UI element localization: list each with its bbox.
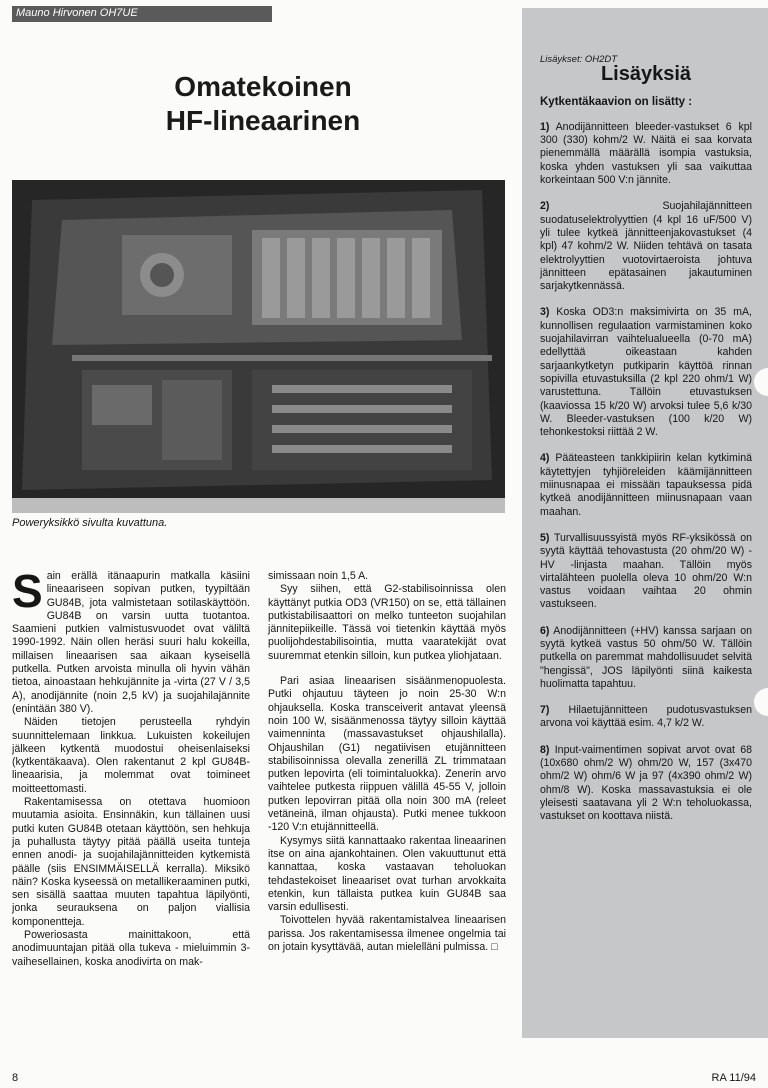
amplifier-photo: [12, 180, 505, 513]
paragraph-3: Rakentamisessa on otettava huomioon muutamia asioita. Ensinnäkin, kun tällainen uusi putki kuten GU84B otetaan käyttöön, sen hehkuja ja puhallusta täytyy pitää päällä useita tunteja ennen anodi- ja suojahilajännitteiden kytkemistä päälle (siis ENSIMMÄISELLÄ kerralla). Miksikö näin? Koska kyseessä on metallikeraaminen putki, sen sisällä saattaa muuten tapahtua läpilyönti, jonka seurauksena on paljon viallisia komponentteja.: [12, 796, 250, 928]
paragraph-8: Kysymys siitä kannattaako rakentaa lineaarinen itse on aina ajankohtainen. Olen vakuuttunut että kannattaa, koska vastaavan teholuokan tehdastekoiset lineaariset ovat turhan arvokkaita etenkin, kun tällaista putkea kuin GU84B saa varsin edullisesti.: [268, 834, 506, 914]
paragraph-4: Poweriosasta mainittakoon, että anodimuuntajan pitää olla tukeva - mieluimmin 3-vaihesellainen, koska anodivirta on mak-: [12, 929, 250, 968]
addition-item: 3) Koska OD3:n maksimivirta on 35 mA, kunnollisen regulaation varmistaminen koko suojahilavirran vaihtelualueella (0-70 mA) edellyttää oikeastaan kahden sarjaankytketyn putkiparin käyttöä rinnan sopivilla etuvastuksilla (2 kpl 220 ohm/1 W) varustettuna. Tällöin etuvastuksen (kaaviossa 15 k/20 W) arvoksi tulee 5,6 k/30 W. Bleeder-vastuksen (100 k/20 W) tehonkestoksi riittää 2 W.: [540, 306, 752, 439]
page-number: 8: [12, 1072, 19, 1084]
issue-label: RA 11/94: [711, 1072, 756, 1084]
addition-item: 2) Suojahilajännitteen suodatuselektrolyyttien (4 kpl 16 uF/500 V) yli tulee kytkeä jännitteenjakovastukset (4 kpl) 47 kohm/2 W. Niiden tehtävä on tasata elektrolyyttien vuotovirtaeroista johtuva jännitteen epätasainen jakautuminen sarjakytkennässä.: [540, 200, 752, 293]
sidebar-author: Lisäykset: OH2DT: [540, 54, 618, 65]
paragraph-7: Pari asiaa lineaarisen sisäänmenopuolesta. Putki ohjautuu täyteen jo noin 25-30 W:n ohjauksella. Koska transceiverit antavat yleensä noin 100 W, sisäänmenossa täytyy silloin käyttää vaimenninta (massavastukset ohjaushilalla). Ohjaushilan (G1) negatiivisen etujännitteen stabilisoinnissa olevalla zenerillä ZL trimmataan putken lepovirta (eli toimintaluokka). Zenerin arvo vaihtelee putkesta riippuen välillä 45-55 V, jolloin putken lepovirran pitää olla noin 300 mA (releet vetäneinä, ilman ohjausta). Putki menee tukkoon -120 V:n etujännitteellä.: [268, 675, 506, 834]
addition-item: 5) Turvallisuussyistä myös RF-yksikössä on syytä käyttää tehovastusta (20 ohm/20 W) -HV -linjasta maahan. Tällöin myös virtalähteen puolella oleva 10 ohm/20 W:n vastus voidaan vaihtaa 20 ohmin vastukseen.: [540, 531, 752, 611]
sidebar-content: [540, 53, 752, 837]
addition-item: 4) Pääteasteen tankkipiirin kelan kytkiminä käytettyjen tyhjiöreleiden käämijännitteen miinusnapaa ei missään tapauksessa pidä kytkeä anodijännitteen miinusnapaan vaan maahan.: [540, 452, 752, 518]
article-title: [118, 70, 408, 138]
addition-item: 7) Hilaetujännitteen pudotusvastuksen arvona voi käyttää esim. 4,7 k/2 W.: [540, 704, 752, 730]
photo-caption: Poweryksikkö sivulta kuvattuna.: [12, 517, 168, 529]
additions-sidebar: [522, 8, 768, 1038]
paragraph-9: Toivottelen hyvää rakentamistalvea lineaarisen parissa. Jos rakentamisessa ilmenee ongelmia tai on jotain kysyttävää, autan mielelläni pulmissa. □: [268, 914, 506, 954]
addition-item: 1) Anodijännitteen bleeder-vastukset 6 kpl 300 (330) kohm/2 W. Näitä ei saa korvata pienemmällä määrällä isompia vastuksia, koska yhden vastuksen yli saa vaikuttaa korkeintaan 500 V:n jännite.: [540, 120, 753, 187]
addition-item: 8) Input-vaimentimen sopivat arvot ovat 68 (10x680 ohm/2 W) ohm/20 W, 157 (3x470 ohm/2 W) ohm/6 W ja 97 (4x390 ohm/2 W) ohm/8 W). Koska massavastuksia ei ole yleisesti saatavana yli 2 W:n teholuokassa, vastukset on koottava niistä.: [540, 743, 753, 823]
article-author: Mauno Hirvonen OH7UE: [12, 6, 272, 22]
addition-item: 6) Anodijännitteen (+HV) kanssa sarjaan on syytä kytkeä vastus 50 ohm/50 W. Tällöin putkella on paremmat mahdollisuudet selvitä "hengissä", JOS läpilyönti siinä kaikesta huolimatta tapahtuu.: [540, 624, 752, 690]
paragraph-5: simissaan noin 1,5 A.: [268, 570, 369, 582]
article-column-1: [12, 565, 250, 969]
title-line-1: Omatekoinen: [174, 71, 352, 102]
sidebar-subtitle: Kytkentäkaavion on lisätty :: [540, 95, 693, 108]
sidebar-title: Lisäyksiä: [600, 63, 692, 86]
binder-hole: [754, 688, 768, 716]
article-column-2: [268, 570, 506, 954]
drop-cap: S: [12, 565, 43, 617]
paragraph-2: Näiden tietojen perusteella ryhdyin suunnittelemaan linkkua. Lukuisten kokeilujen jälkeen kytkentä muodostui oheisenlaiseksi (kytkentäkaava). Olen rakentanut 2 kpl GU84B-lineaarisia, ja molemmat ovat toimineet moitteettomasti.: [12, 716, 250, 795]
paragraph-1: Sain erällä itänaapurin matkalla käsiini lineaariseen sopivan putken, tyypiltään GU84B, jota valmistetaan sotilaskäyttöön. GU84B on varsin uutta tuotantoa. Saamieni putkien valmistusvuodet ovat väliltä 1990-1992. Näin ollen heräsi suuri halu kokeilla, millaisen lineaarisen saa aikaan kyseisellä putkella. Putken arvoista minulla oli hyvin vähän tietoa, ainoastaan hehkujännite ja -virta (27 V / 3,5 A), anodijännite (noin 2,5 kV) ja suojahilajännite (enintään 380 V).: [12, 565, 250, 715]
binder-hole: [754, 368, 768, 396]
paragraph-6: Syy siihen, että G2-stabilisoinnissa olen käyttänyt putkia OD3 (VR150) on se, että tällainen putkistabilisaattori on melko tunteeton suojahilan jännitepiikeille. Tässä voi tietenkin käyttää myös puolijohdestabilisointia, mutta vaaratekijät ovat suuremmat etenkin silloin, kun putkea yliohjataan.: [268, 583, 506, 662]
amplifier-photo-illustration: [12, 180, 505, 513]
title-line-2: HF-lineaarinen: [165, 105, 361, 136]
